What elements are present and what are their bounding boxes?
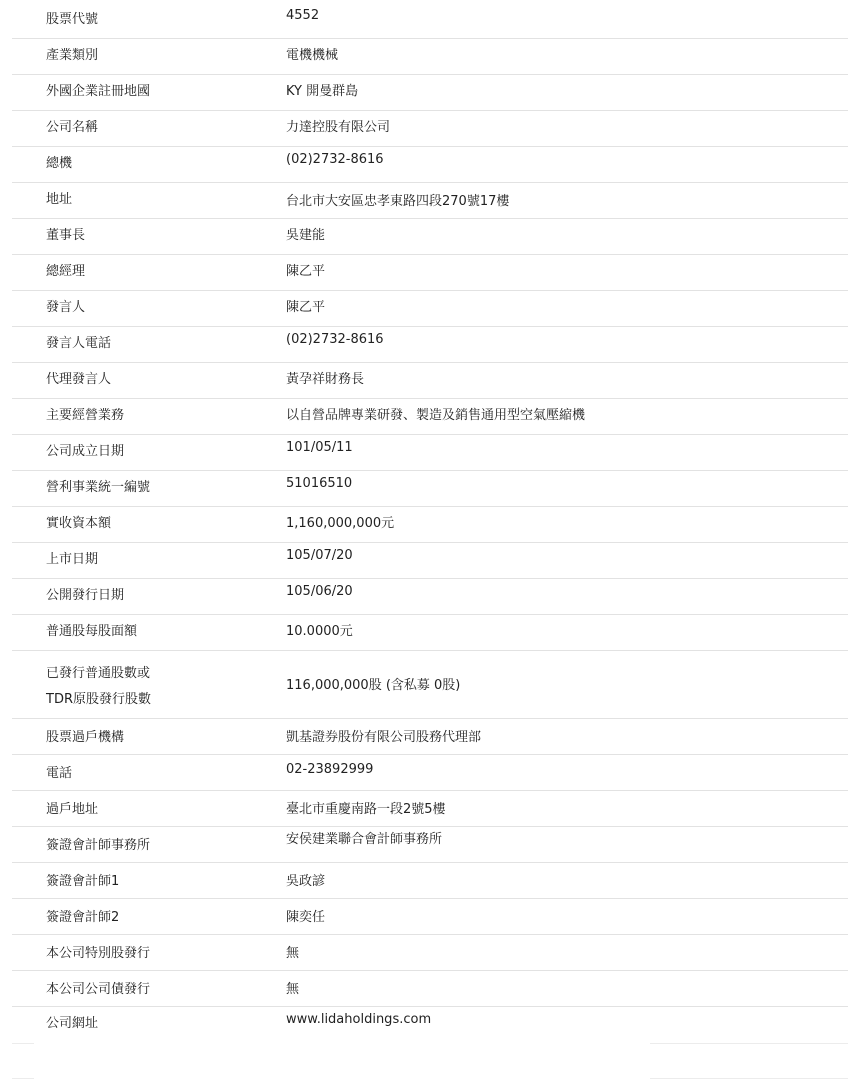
divider [650,1078,848,1079]
table-row [12,791,848,827]
row-label: 簽證會計師1 [46,874,120,889]
table-row [12,111,848,147]
row-value: (02)2732-8616 [286,332,384,347]
row-label: 公司成立日期 [46,444,125,459]
table-row [12,75,848,111]
table-row [12,863,848,899]
table-row [12,1007,848,1043]
row-value: 105/07/20 [286,548,353,563]
row-value: 陳奕任 [286,910,326,925]
row-value: www.lidaholdings.com [286,1012,432,1027]
table-row [12,0,848,39]
row-label-line-1: 已發行普通股數或 [46,666,151,681]
row-label: 外國企業註冊地國 [46,84,151,99]
row-value: 10.0000元 [286,624,353,639]
row-label: 營利事業統一編號 [46,480,151,495]
table-row [12,899,848,935]
row-label: 公司名稱 [46,120,99,135]
row-label: 代理發言人 [46,372,112,387]
table-row [12,363,848,399]
row-label [46,661,151,713]
row-value: 吳政諺 [286,874,326,889]
row-value: 105/06/20 [286,584,353,599]
row-label: 股票代號 [46,12,99,27]
row-label: 簽證會計師事務所 [46,838,151,853]
row-label: 簽證會計師2 [46,910,120,925]
row-label: 電話 [46,766,73,781]
row-label: 地址 [46,192,73,207]
row-label: 上市日期 [46,552,99,567]
row-label: 普通股每股面額 [46,624,138,639]
table-row [12,651,848,719]
row-label: 發言人電話 [46,336,112,351]
row-value: 1,160,000,000元 [286,516,395,531]
row-label: 總經理 [46,264,86,279]
table-row [12,755,848,791]
row-label: 產業類別 [46,48,99,63]
table-row [12,255,848,291]
table-row [12,219,848,255]
row-value: 116,000,000股 (含私募 0股) [286,678,461,693]
row-label: 主要經營業務 [46,408,125,423]
row-label: 本公司特別股發行 [46,946,151,961]
table-row [12,183,848,219]
row-value: 02-23892999 [286,762,374,777]
table-row [12,935,848,971]
divider [12,1078,34,1079]
row-value: 黃孕祥財務長 [286,372,365,387]
table-row [12,435,848,471]
table-row [12,471,848,507]
table-row [12,327,848,363]
row-label-line-2: TDR原股發行股數 [46,692,151,707]
row-value: 無 [286,946,300,961]
row-value: 陳乙平 [286,264,326,279]
table-row [12,971,848,1007]
row-value: 無 [286,982,300,997]
company-profile-table [12,0,848,1043]
row-value: 臺北市重慶南路一段2號5樓 [286,802,446,817]
table-row [12,147,848,183]
row-value: 安侯建業聯合會計師事務所 [286,832,443,847]
row-value: 凱基證券股份有限公司股務代理部 [286,730,482,745]
row-label: 董事長 [46,228,86,243]
row-value: 陳乙平 [286,300,326,315]
row-value: 51016510 [286,476,353,491]
row-value: 吳建能 [286,228,326,243]
table-row [12,507,848,543]
row-value: 台北市大安區忠孝東路四段270號17樓 [286,194,510,209]
row-value: 以自營品牌專業研發、製造及銷售通用型空氣壓縮機 [286,408,586,423]
row-label: 公開發行日期 [46,588,125,603]
row-value: 4552 [286,8,320,23]
table-row [12,543,848,579]
row-value: 電機機械 [286,48,339,63]
table-row [12,719,848,755]
divider [650,1043,848,1044]
table-row [12,39,848,75]
row-value: (02)2732-8616 [286,152,384,167]
row-value: KY 開曼群島 [286,84,359,99]
table-row [12,399,848,435]
table-row [12,615,848,651]
row-value: 101/05/11 [286,440,353,455]
table-row [12,827,848,863]
row-label: 公司網址 [46,1016,99,1031]
row-label: 總機 [46,156,73,171]
row-value: 力達控股有限公司 [286,120,391,135]
row-label: 發言人 [46,300,86,315]
row-label: 過戶地址 [46,802,99,817]
table-row [12,291,848,327]
divider [12,1043,34,1044]
row-label: 股票過戶機構 [46,730,125,745]
row-label: 實收資本額 [46,516,112,531]
table-row [12,579,848,615]
row-label: 本公司公司債發行 [46,982,151,997]
